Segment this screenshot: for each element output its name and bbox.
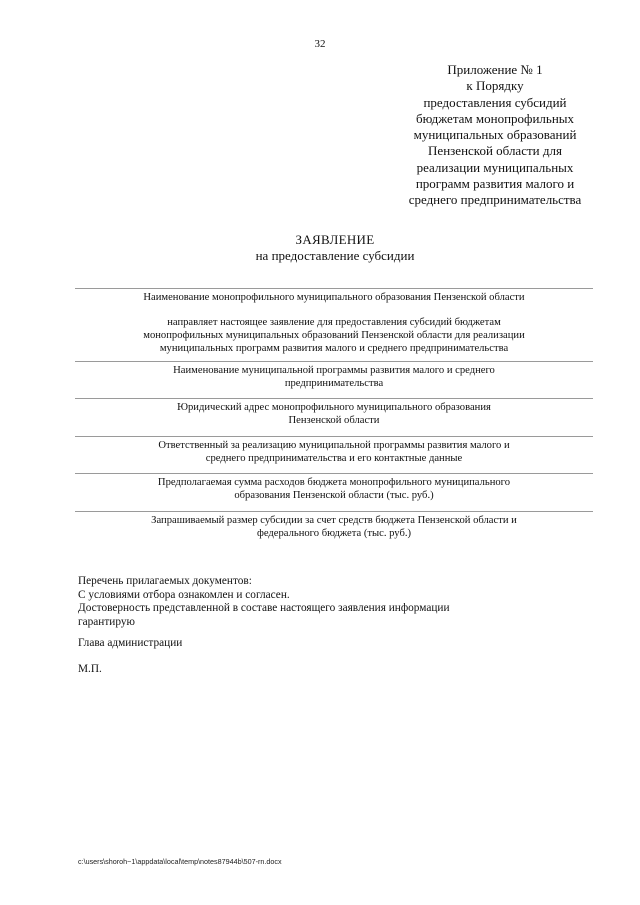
appendix-line: Пензенской области для [428, 143, 562, 159]
fill-in-line-subsidy[interactable] [75, 511, 593, 512]
guarantee-text-continued: гарантирую [78, 615, 135, 628]
footer-file-path: c:\users\shoroh~1\appdata\local\temp\notes87944b\507-rn.docx [78, 857, 282, 866]
appendix-line: реализации муниципальных [416, 159, 574, 175]
caption-responsible-person: Ответственный за реализацию муниципальной программы развития малого и среднего предпринимательства и его контактные данные [158, 440, 510, 464]
caption-expenses-sum: Предполагаемая сумма расходов бюджета монопрофильного муниципального образования Пензенской области (тыс. руб.) [157, 477, 511, 501]
document-subtitle: на предоставление субсидии [255, 248, 415, 263]
caption-legal-address: Юридический адрес монопрофильного муниципального образования Пензенской области [177, 402, 491, 426]
fill-in-line-municipality[interactable] [75, 288, 593, 289]
appendix-line: программ развития малого и [415, 176, 575, 192]
page-number: 32 [314, 38, 326, 50]
appendix-line: среднего предпринимательства [408, 192, 582, 208]
attachments-section [78, 575, 558, 629]
appendix-header [395, 62, 595, 209]
appendix-line: муниципальных образований [413, 127, 577, 143]
seal-label: М.П. [78, 663, 102, 675]
document-title: ЗАЯВЛЕНИЕ [295, 232, 375, 247]
statement-text: направляет настоящее заявление для предоставления субсидий бюджетам монопрофильных муниципальных образований Пензенской области для реализации муниципальных программ развития малого и среднего предпринимательства [143, 317, 525, 354]
appendix-line: бюджетам монопрофильных [415, 110, 575, 126]
agreement-text: С условиями отбора ознакомлен и согласен. [78, 588, 290, 601]
appendix-line: к Порядку [466, 78, 524, 94]
appendix-line: предоставления субсидий [423, 94, 567, 110]
caption-subsidy-amount: Запрашиваемый размер субсидии за счет средств бюджета Пензенской области и федерального бюджета (тыс. руб.) [151, 515, 517, 539]
caption-municipality-name: Наименование монопрофильного муниципального образования Пензенской области [143, 292, 525, 303]
appendix-line: Приложение № 1 [447, 62, 543, 77]
caption-program-name: Наименование муниципальной программы развития малого и среднего предпринимательства [173, 365, 495, 389]
fill-in-line-expenses[interactable] [75, 473, 593, 474]
attachments-label: Перечень прилагаемых документов: [78, 575, 252, 587]
fill-in-line-program[interactable] [75, 361, 593, 362]
fill-in-line-responsible[interactable] [75, 436, 593, 437]
fill-in-line-address[interactable] [75, 398, 593, 399]
guarantee-text: Достоверность представленной в составе настоящего заявления информации [78, 602, 450, 614]
head-of-administration-label: Глава администрации [78, 637, 183, 649]
